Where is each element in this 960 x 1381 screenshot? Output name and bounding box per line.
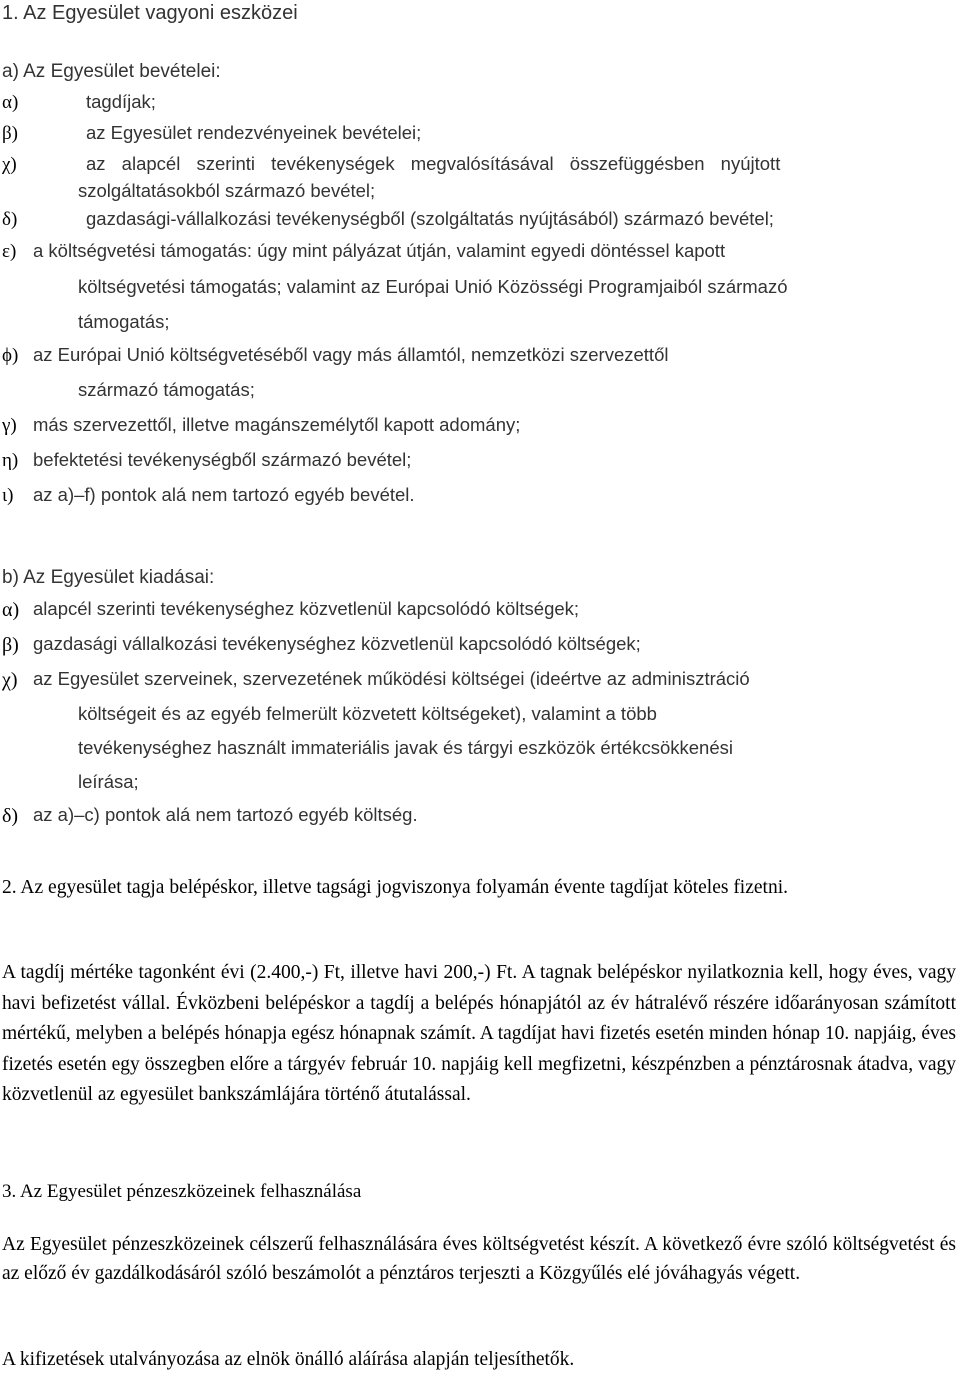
item-line: az Egyesület rendezvényeinek bevételei; bbox=[86, 122, 422, 143]
item-marker: β) bbox=[2, 634, 19, 656]
item-marker: ι) bbox=[2, 485, 14, 506]
item-marker: δ) bbox=[2, 209, 18, 230]
item-marker: ϕ) bbox=[2, 345, 19, 366]
item-marker: β) bbox=[2, 123, 18, 144]
item-marker: γ) bbox=[2, 415, 17, 436]
item-marker: χ) bbox=[2, 154, 17, 175]
item-marker: η) bbox=[2, 450, 19, 471]
item-line: más szervezettől, illetve magánszemélytől kapott adomány; bbox=[33, 414, 521, 435]
item-line: az alapcél szerinti tevékenységek megvalósításával összefüggésben nyújtott bbox=[86, 153, 781, 174]
section-3-title: 3. Az Egyesület pénzeszközeinek felhasználása bbox=[2, 1181, 362, 1202]
membership-fee-details: A tagdíj mértéke tagonként évi (2.400,-) Ft, illetve havi 200,-) Ft. A tagnak belépéskor nyilatkoznia kell, hogy éves, vagy havi befizetést vállal. Évközbeni belépéskor a tagdíj a belépés hónapjától az év hátralévő részére időarányosan számított mértékű, melyben a belépés hónapja egész hónapnak számít. A tagdíjat havi fizetés esetén minden hónap 10. napjáig, éves fizetés esetén egy összegben előre a tárgyév február 10. napjáig kell megfizetni, készpénzben a pénztárosnak átadva, vagy közvetlenül az egyesület bankszámlájára történő átutalással. bbox=[2, 962, 956, 1105]
item-line: költségvetési támogatás; valamint az Európai Unió Közösségi Programjaiból származó bbox=[78, 276, 788, 297]
item-line: az a)–f) pontok alá nem tartozó egyéb bevétel. bbox=[33, 484, 415, 505]
item-marker: ε) bbox=[2, 241, 17, 262]
item-marker: α) bbox=[2, 92, 19, 113]
item-marker: α) bbox=[2, 599, 20, 621]
item-line: gazdasági vállalkozási tevékenységhez közvetlenül kapcsolódó költségek; bbox=[33, 633, 641, 654]
item-line: támogatás; bbox=[78, 311, 170, 332]
item-line: gazdasági-vállalkozási tevékenységből (szolgáltatás nyújtásából) származó bevétel; bbox=[86, 208, 774, 229]
item-line: befektetési tevékenységből származó bevétel; bbox=[33, 449, 412, 470]
item-line: alapcél szerinti tevékenységhez közvetlenül kapcsolódó költségek; bbox=[33, 598, 580, 619]
item-marker: χ) bbox=[2, 669, 18, 691]
item-line: a költségvetési támogatás: úgy mint pályázat útján, valamint egyedi döntéssel kapott bbox=[33, 240, 726, 261]
item-line: költségeit és az egyéb felmerült közvetett költségeket), valamint a több bbox=[78, 703, 657, 724]
item-marker: δ) bbox=[2, 805, 19, 827]
section-1-title: 1. Az Egyesület vagyoni eszközei bbox=[2, 2, 298, 24]
payment-authorization: A kifizetések utalványozása az elnök önálló aláírása alapján teljesíthetők. bbox=[2, 1349, 575, 1370]
item-line: származó támogatás; bbox=[78, 379, 255, 400]
budget-paragraph: Az Egyesület pénzeszközeinek célszerű felhasználására éves költségvetést készít. A következő évre szóló költségvetést és az előző év gazdálkodásáról szóló beszámolót a pénztáros terjeszti a Közgyűlés elé jóváhagyás végett. bbox=[2, 1234, 956, 1284]
item-line: az a)–c) pontok alá nem tartozó egyéb költség. bbox=[33, 804, 418, 825]
item-line: szolgáltatásokból származó bevétel; bbox=[78, 180, 376, 201]
item-line: leírása; bbox=[78, 771, 139, 792]
item-line: tevékenységhez használt immateriális javak és tárgyi eszközök értékcsökkenési bbox=[78, 737, 733, 758]
membership-fee-obligation: 2. Az egyesület tagja belépéskor, illetve tagsági jogviszonya folyamán évente tagdíjat köteles fizetni. bbox=[2, 877, 788, 898]
item-line: az Egyesület szerveinek, szervezetének működési költségei (ideértve az adminisztráció bbox=[33, 668, 750, 689]
expenses-heading: b) Az Egyesület kiadásai: bbox=[2, 567, 215, 588]
item-line: tagdíjak; bbox=[86, 91, 156, 112]
item-line: az Európai Unió költségvetéséből vagy más államtól, nemzetközi szervezettől bbox=[33, 344, 669, 365]
income-heading: a) Az Egyesület bevételei: bbox=[2, 61, 221, 82]
